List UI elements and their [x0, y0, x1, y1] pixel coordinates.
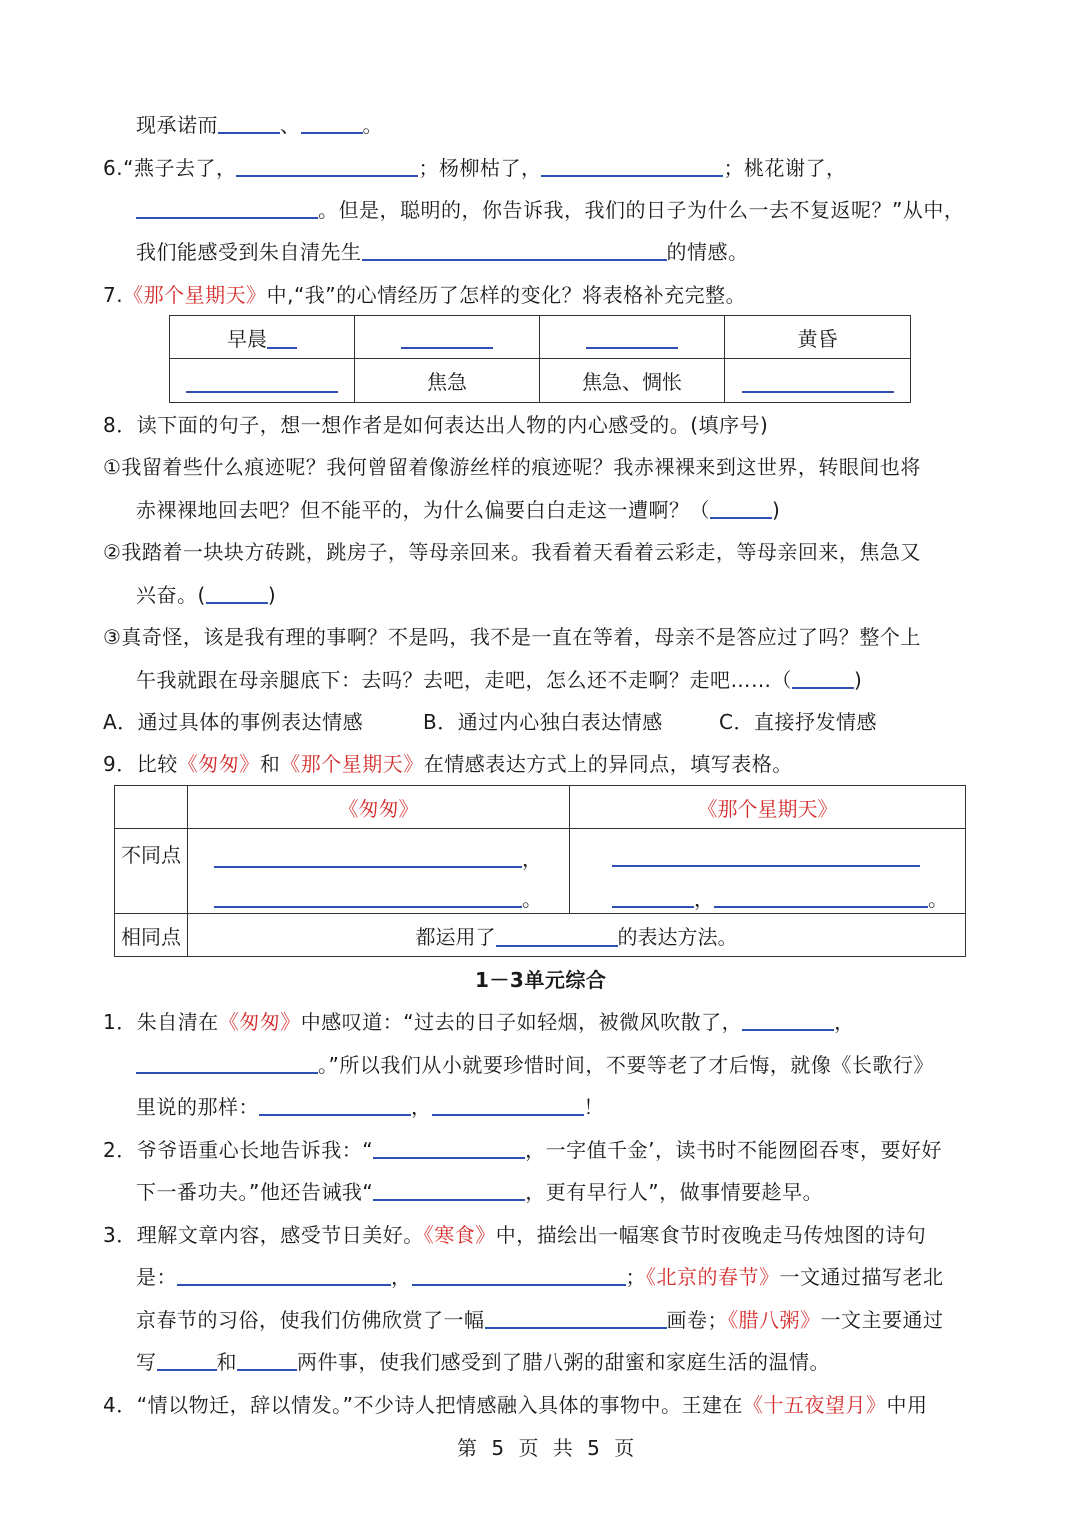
q9-col-congcong: 《匆匆》 [188, 786, 570, 829]
blank[interactable] [267, 325, 297, 349]
blank[interactable] [496, 923, 618, 947]
s3-line2: 是： ， ；《北京的春节》一文通过描写老北 [136, 1262, 944, 1292]
s3-line3: 京春节的习俗，使我们仿佛欣赏了一幅 画卷；《腊八粥》一文主要通过 [136, 1305, 944, 1335]
blank[interactable] [612, 884, 694, 908]
s2-line1: 2．爷爷语重心长地告诉我：“ ，一字值千金’，读书时不能囫囵吞枣，要好好 [103, 1135, 942, 1165]
q7-cell [355, 316, 540, 359]
s1-line2: 。”所以我们从小就要珍惜时间，不要等老了才后悔，就像《长歌行》 [136, 1050, 934, 1080]
q5-tail: 现承诺而 、 。 [136, 110, 383, 140]
q8-sentence1: ①我留着些什么痕迹呢？我何曾留着像游丝样的痕迹呢？我赤裸裸来到这世界，转眼间也将 [103, 455, 921, 479]
q7-cell [725, 359, 910, 402]
s4-line1: 4．“情以物迁，辞以情发。”不少诗人把情感融入具体的事物中。王建在《十五夜望月》中用 [103, 1393, 928, 1417]
q6-line2: 。但是，聪明的，你告诉我，我们的日子为什么一去不复返呢？”从中， [136, 195, 964, 225]
q7-prompt: 7.《那个星期天》中,“我”的心情经历了怎样的变化？将表格补充完整。 [103, 283, 747, 307]
q7-cell-anxious: 焦急 [355, 359, 540, 402]
q8-sentence2: ②我踏着一块块方砖跳，跳房子，等母亲回来。我看着天看着云彩走，等母亲回来，焦急又 [103, 540, 921, 564]
s3-line1: 3．理解文章内容，感受节日美好。《寒食》中，描绘出一幅寒食节时夜晚走马传烛图的诗句 [103, 1223, 927, 1247]
blank[interactable] [792, 665, 854, 689]
blank[interactable] [432, 1092, 584, 1116]
blank[interactable] [136, 1050, 318, 1074]
blank[interactable] [586, 325, 678, 349]
q9-prompt: 9．比较《匆匆》和《那个星期天》在情感表达方式上的异同点，填写表格。 [103, 752, 793, 776]
q7-cell [540, 316, 725, 359]
q9-cell-diff-2: ， 。 [570, 829, 965, 914]
blank[interactable] [612, 843, 920, 867]
blank[interactable] [218, 110, 280, 134]
q8-option-b: B．通过内心独白表达情感 [423, 710, 663, 734]
blank[interactable] [373, 1177, 525, 1201]
blank[interactable] [177, 1262, 391, 1286]
blank[interactable] [236, 153, 418, 177]
blank[interactable] [206, 580, 268, 604]
q7-cell-morning: 早晨 [170, 316, 355, 359]
blank[interactable] [714, 884, 928, 908]
blank[interactable] [214, 844, 522, 868]
blank[interactable] [362, 237, 667, 261]
section-title: 1－3单元综合 [475, 968, 607, 992]
blank[interactable] [373, 1135, 525, 1159]
q6-line3: 我们能感受到朱自清先生 的情感。 [136, 237, 749, 267]
q7-cell-dusk: 黄昏 [725, 316, 910, 359]
q9-table [114, 785, 966, 957]
blank[interactable] [157, 1347, 217, 1371]
q9-row-same: 相同点 [115, 914, 188, 956]
blank[interactable] [742, 369, 894, 393]
q9-cell-diff-1: ， 。 [188, 829, 570, 914]
blank[interactable] [710, 495, 772, 519]
blank[interactable] [742, 1007, 834, 1031]
q8-sentence2-cont: 兴奋。( ) [136, 580, 276, 610]
page-footer: 第 5 页 共 5 页 [457, 1436, 639, 1460]
blank[interactable] [259, 1092, 411, 1116]
blank[interactable] [401, 325, 493, 349]
blank[interactable] [237, 1347, 297, 1371]
q9-cell-corner [115, 786, 188, 829]
q7-table [169, 315, 911, 403]
blank[interactable] [485, 1305, 667, 1329]
q9-col-sunday: 《那个星期天》 [570, 786, 965, 829]
q7-cell [170, 359, 355, 402]
q6-line1: 6.“燕子去了， ；杨柳枯了， ；桃花谢了， [103, 153, 846, 183]
q9-row-different: 不同点 [115, 829, 188, 914]
s3-line4: 写 和 两件事，使我们感受到了腊八粥的甜蜜和家庭生活的温情。 [136, 1347, 830, 1377]
blank[interactable] [301, 110, 363, 134]
q8-sentence3-cont: 午我就跟在母亲腿底下：去吗？去吧，走吧，怎么还不走啊？走吧……（ ) [136, 665, 862, 695]
s2-line2: 下一番功夫。”他还告诫我“ ，更有早行人”，做事情要趁早。 [136, 1177, 823, 1207]
blank[interactable] [214, 884, 522, 908]
s1-line1: 1．朱自清在《匆匆》中感叹道：“过去的日子如轻烟，被微风吹散了， ， [103, 1007, 855, 1037]
q8-option-a: A．通过具体的事例表达情感 [103, 710, 364, 734]
q9-cell-same: 都运用了 的表达方法。 [415, 924, 738, 949]
q8-sentence1-cont: 赤裸裸地回去吧？但不能平的，为什么偏要白白走这一遭啊？（ ) [136, 495, 780, 525]
blank[interactable] [412, 1262, 626, 1286]
q8-option-c: C．直接抒发情感 [719, 710, 877, 734]
blank[interactable] [186, 369, 338, 393]
q7-cell-anxious-melancholy: 焦急、惆怅 [540, 359, 725, 402]
q8-header: 8．读下面的句子，想一想作者是如何表达出人物的内心感受的。(填序号) [103, 413, 769, 437]
blank[interactable] [541, 153, 723, 177]
q8-sentence3: ③真奇怪，该是我有理的事啊？不是吗，我不是一直在等着，母亲不是答应过了吗？整个上 [103, 625, 921, 649]
s1-line3: 里说的那样： ， ！ [136, 1092, 604, 1122]
blank[interactable] [136, 195, 318, 219]
